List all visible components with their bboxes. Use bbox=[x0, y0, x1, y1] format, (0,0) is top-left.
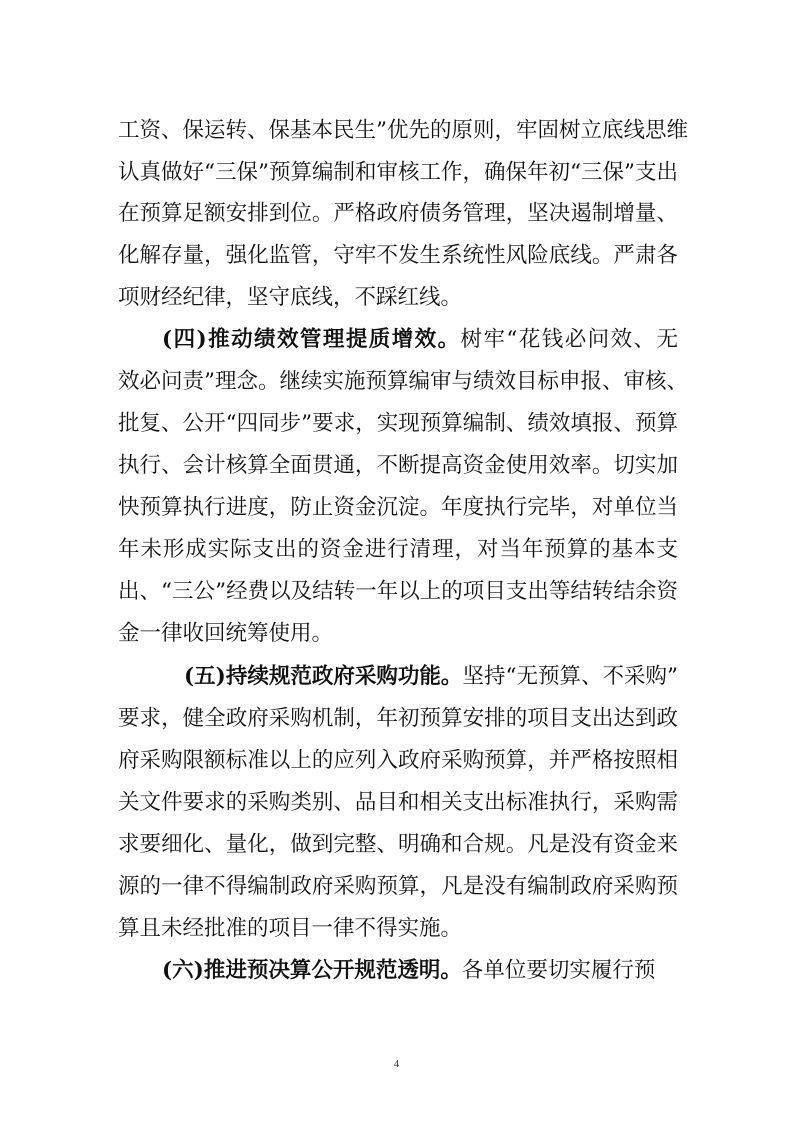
text-line: 化解存量，强化监管，守牢不发生系统性风险底线。严肃各 bbox=[118, 243, 678, 268]
text-line: 批复、公开“四同步”要求，实现预算编制、绩效填报、预算 bbox=[118, 411, 678, 436]
text-line: 关文件要求的采购类别、品目和相关支出标准执行，采购需 bbox=[118, 790, 678, 815]
section-heading: (六)推进预决算公开规范透明。 bbox=[162, 958, 462, 983]
text-line: 认真做好“三保”预算编制和审核工作，确保年初“三保”支出 bbox=[118, 160, 678, 185]
text-line: 源的一律不得编制政府采购预算，凡是没有编制政府采购预 bbox=[118, 874, 678, 899]
text-run: 坚持“无预算、不采购” bbox=[462, 664, 678, 689]
text-line: 求要细化、量化，做到完整、明确和合规。凡是没有资金来 bbox=[118, 832, 678, 857]
text-line: 算且未经批准的项目一律不得实施。 bbox=[118, 916, 463, 941]
text-line: 要求，健全政府采购机制，年初预算安排的项目支出达到政 bbox=[118, 706, 678, 731]
section-first-line bbox=[184, 662, 678, 692]
section-heading: (五)持续规范政府采购功能。 bbox=[184, 664, 463, 689]
text-line: 项财经纪律，坚守底线，不踩红线。 bbox=[118, 285, 463, 310]
text-line: 快预算执行进度，防止资金沉淀。年度执行完毕，对单位当 bbox=[118, 495, 678, 520]
text-line: 工资、保运转、保基本民生”优先的原则，牢固树立底线思维 bbox=[118, 118, 688, 143]
text-line: 金一律收回统筹使用。 bbox=[118, 621, 334, 646]
section-first-line bbox=[162, 325, 678, 355]
text-line: 出、“三公”经费以及结转一年以上的项目支出等结转结余资 bbox=[118, 579, 678, 604]
text-line: 府采购限额标准以上的应列入政府采购预算，并严格按照相 bbox=[118, 748, 678, 773]
text-run: 各单位要切实履行预 bbox=[461, 958, 656, 983]
text-run: 树牢“花钱必问效、无 bbox=[460, 327, 678, 352]
text-line: 在预算足额安排到位。严格政府债务管理，坚决遏制增量、 bbox=[118, 201, 678, 226]
section-first-line bbox=[162, 956, 678, 986]
page-number: 4 bbox=[393, 1058, 400, 1070]
text-line: 效必问责”理念。继续实施预算编审与绩效目标申报、审核、 bbox=[118, 369, 688, 394]
text-line: 执行、会计核算全面贯通，不断提高资金使用效率。切实加 bbox=[118, 453, 678, 478]
text-line: 年未形成实际支出的资金进行清理，对当年预算的基本支 bbox=[118, 537, 678, 562]
section-heading: (四)推动绩效管理提质增效。 bbox=[162, 327, 461, 352]
